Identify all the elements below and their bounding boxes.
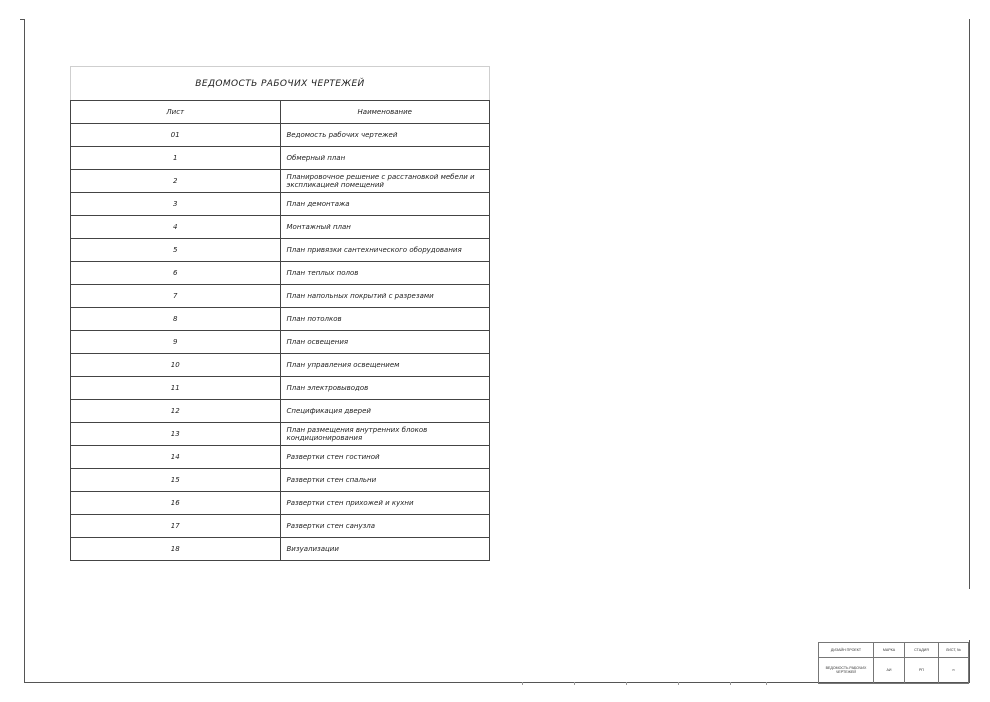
table-row	[71, 331, 490, 354]
sheet-number: 6	[71, 262, 281, 285]
sheet-name: Развертки стен прихожей и кухни	[280, 492, 490, 515]
title-block-mark: АИ	[874, 657, 905, 683]
table-row	[71, 216, 490, 239]
sheet-name: Обмерный план	[280, 147, 490, 170]
sheet-name: Развертки стен санузла	[280, 515, 490, 538]
table-row	[71, 193, 490, 216]
sheet-number: 2	[71, 170, 281, 193]
frame-tick	[522, 682, 523, 685]
sheet-name: Визуализации	[280, 538, 490, 561]
sheet-name: Развертки стен гостиной	[280, 446, 490, 469]
table-row	[71, 170, 490, 193]
sheet-number: 17	[71, 515, 281, 538]
table-row	[71, 400, 490, 423]
title-block-project: ДИЗАЙН ПРОЕКТ	[819, 643, 874, 658]
sheet-name: План потолков	[280, 308, 490, 331]
sheet-name: План напольных покрытий с разрезами	[280, 285, 490, 308]
sheet-number: 11	[71, 377, 281, 400]
sheet-name: План демонтажа	[280, 193, 490, 216]
title-block-sheet-label: ЛИСТ, №	[939, 643, 969, 658]
sheet-number: 18	[71, 538, 281, 561]
title-block-mark-label: МАРКА	[874, 643, 905, 658]
sheet-number: 9	[71, 331, 281, 354]
sheet-name: Монтажный план	[280, 216, 490, 239]
table-title-row	[71, 67, 490, 101]
table-row	[71, 147, 490, 170]
frame-tick	[678, 682, 679, 685]
sheet-number: 12	[71, 400, 281, 423]
frame-right-border	[969, 19, 970, 589]
table-row	[71, 515, 490, 538]
sheet-name: План управления освещением	[280, 354, 490, 377]
table-row	[71, 262, 490, 285]
sheet-name: План размещения внутренних блоков кондиционирования	[280, 423, 490, 446]
sheet-number: 5	[71, 239, 281, 262]
sheet-number: 01	[71, 124, 281, 147]
frame-right-border-lower	[969, 640, 970, 683]
sheet-number: 15	[71, 469, 281, 492]
table-row	[71, 469, 490, 492]
sheet-number: 13	[71, 423, 281, 446]
sheet-number: 3	[71, 193, 281, 216]
table-header-row	[71, 101, 490, 124]
title-block-stage: РП	[905, 657, 939, 683]
table-row	[71, 124, 490, 147]
table-title: ВЕДОМОСТЬ РАБОЧИХ ЧЕРТЕЖЕЙ	[71, 67, 490, 101]
sheet-name: Спецификация дверей	[280, 400, 490, 423]
table-row	[71, 354, 490, 377]
sheet-name: План электровыводов	[280, 377, 490, 400]
table-row	[71, 308, 490, 331]
column-header-name: Наименование	[280, 101, 490, 124]
drawing-list-table	[70, 66, 490, 561]
sheet-number: 14	[71, 446, 281, 469]
title-block-document-title: ВЕДОМОСТЬ РАБОЧИХ ЧЕРТЕЖЕЙ	[819, 657, 874, 683]
table-row	[71, 285, 490, 308]
table-row	[71, 538, 490, 561]
sheet-name: План освещения	[280, 331, 490, 354]
frame-tick	[730, 682, 731, 685]
sheet-number: 7	[71, 285, 281, 308]
frame-tick	[766, 682, 767, 685]
sheet-name: Развертки стен спальни	[280, 469, 490, 492]
table-row	[71, 423, 490, 446]
sheet-name: Планировочное решение с расстановкой мебели и экспликацией помещений	[280, 170, 490, 193]
sheet-name: Ведомость рабочих чертежей	[280, 124, 490, 147]
sheet-number: 4	[71, 216, 281, 239]
frame-left-border	[24, 19, 25, 682]
title-block-stage-label: СТАДИЯ	[905, 643, 939, 658]
sheet-number: 1	[71, 147, 281, 170]
title-block-sheet: н	[939, 657, 969, 683]
sheet-number: 8	[71, 308, 281, 331]
table-row	[71, 446, 490, 469]
sheet-number: 16	[71, 492, 281, 515]
sheet-name: План теплых полов	[280, 262, 490, 285]
frame-tick	[626, 682, 627, 685]
sheet-number: 10	[71, 354, 281, 377]
column-header-sheet: Лист	[71, 101, 281, 124]
table-row	[71, 377, 490, 400]
title-block	[818, 642, 969, 684]
table-row	[71, 492, 490, 515]
table-row	[71, 239, 490, 262]
sheet-name: План привязки сантехнического оборудования	[280, 239, 490, 262]
frame-tick	[574, 682, 575, 685]
